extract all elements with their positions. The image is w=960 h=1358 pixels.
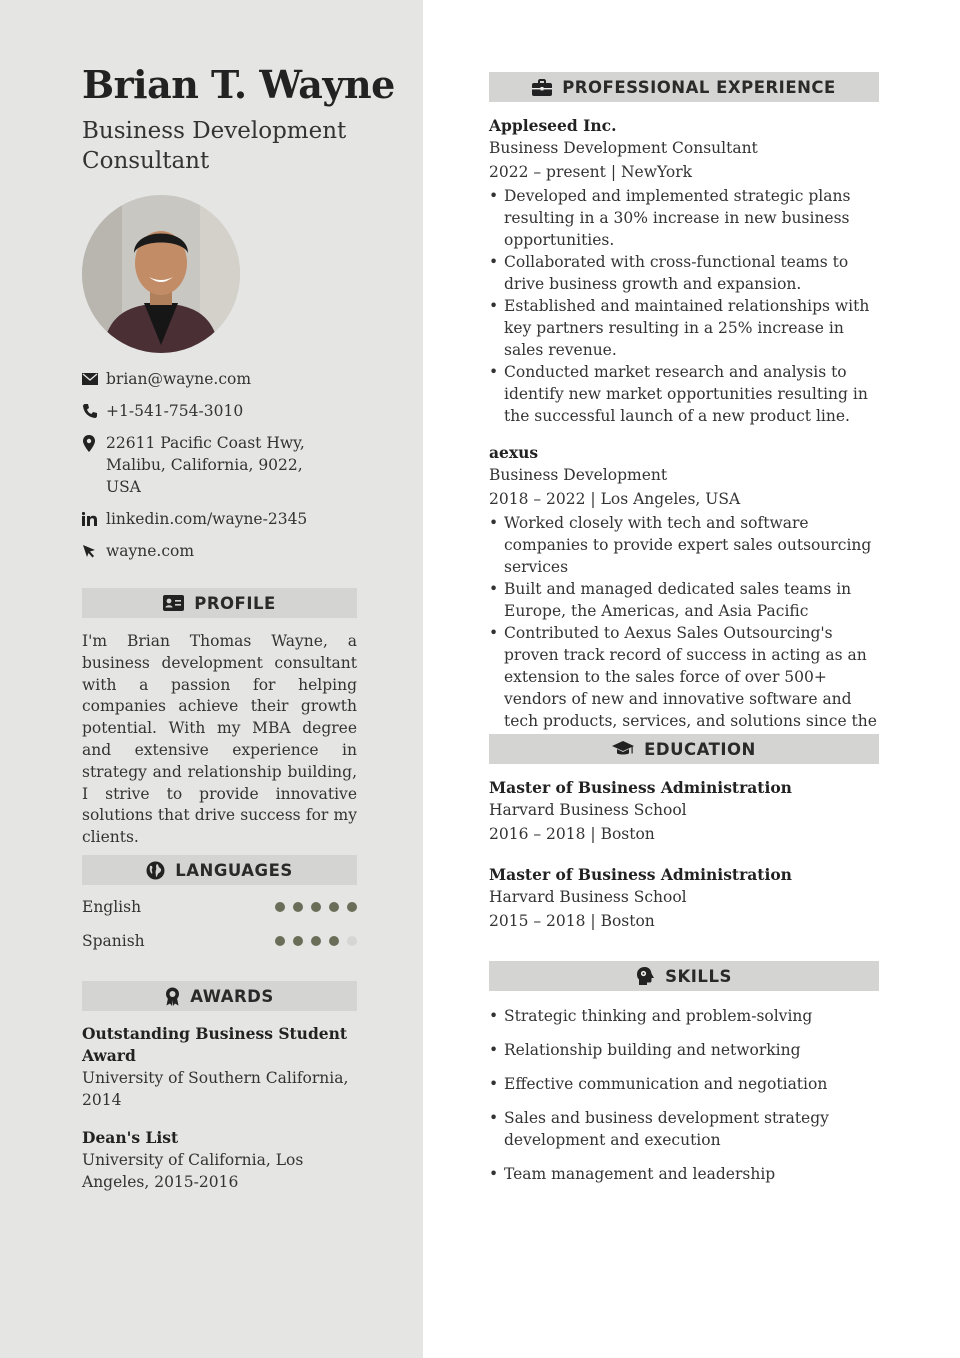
award-item xyxy=(82,1127,357,1193)
level-dot-filled xyxy=(329,902,339,912)
portrait-image xyxy=(82,195,240,353)
education-degree: Master of Business Administration xyxy=(489,778,792,797)
website-text: wayne.com xyxy=(106,542,195,560)
award-item xyxy=(82,1023,357,1111)
job-bullet: • Built and managed dedicated sales teams in Europe, the Americas, and Asia Pacific xyxy=(489,578,879,622)
id-card-icon xyxy=(163,595,184,611)
job-company: Appleseed Inc. xyxy=(489,116,617,135)
language-name: Spanish xyxy=(82,932,145,950)
job-meta: 2018 – 2022 | Los Angeles, USA xyxy=(489,490,741,508)
candidate-title: Business Development Consultant xyxy=(82,118,347,174)
skill-item: • Relationship building and networking xyxy=(489,1039,879,1061)
skill-item: • Strategic thinking and problem-solving xyxy=(489,1005,879,1027)
location-pin-icon xyxy=(82,432,106,454)
language-level-rating xyxy=(275,902,357,912)
globe-icon xyxy=(146,861,165,880)
address-text: 22611 Pacific Coast Hwy, Malibu, California, 9022, USA xyxy=(106,434,305,496)
level-dot-filled xyxy=(311,902,321,912)
skill-item: • Sales and business development strategy development and execution xyxy=(489,1107,879,1151)
level-dot-filled xyxy=(293,902,303,912)
candidate-name: Brian T. Wayne xyxy=(82,62,395,107)
language-name: English xyxy=(82,898,142,916)
job-bullets xyxy=(489,185,879,427)
award-title: Dean's List xyxy=(82,1128,179,1147)
contact-website[interactable] xyxy=(82,540,382,562)
level-dot-filled xyxy=(275,902,285,912)
education-heading xyxy=(489,734,879,764)
level-dot-empty xyxy=(347,936,357,946)
job-bullet: • Collaborated with cross-functional teams to drive business growth and expansion. xyxy=(489,251,879,295)
award-detail: University of Southern California, 2014 xyxy=(82,1069,349,1109)
level-dot-filled xyxy=(275,936,285,946)
education-heading-text: EDUCATION xyxy=(644,739,756,759)
profile-summary: I'm Brian Thomas Wayne, a business development consultant with a passion for helping companies achieve their growth potential. With my MBA degree and extensive experience in strategy and relationship building, I strive to provide innovative solutions that drive success for my clients. xyxy=(82,632,357,847)
award-detail: University of California, Los Angeles, 2015-2016 xyxy=(82,1151,304,1191)
profile-heading xyxy=(82,588,357,618)
languages-heading xyxy=(82,855,357,885)
job-bullet: • Conducted market research and analysis to identify new market opportunities resulting in the successful launch of a new product line. xyxy=(489,361,879,427)
contact-phone[interactable] xyxy=(82,400,382,422)
graduation-cap-icon xyxy=(612,741,634,757)
contact-list xyxy=(82,368,382,572)
email-text: brian@wayne.com xyxy=(106,370,252,388)
experience-heading xyxy=(489,72,879,102)
job-company: aexus xyxy=(489,443,539,462)
education-meta: 2016 – 2018 | Boston xyxy=(489,825,655,843)
skills-list xyxy=(489,1005,879,1197)
profile-photo xyxy=(82,195,240,353)
job-role: Business Development xyxy=(489,466,668,484)
education-school: Harvard Business School xyxy=(489,888,687,906)
skills-heading-text: SKILLS xyxy=(665,966,732,986)
skills-heading xyxy=(489,961,879,991)
linkedin-text: linkedin.com/wayne-2345 xyxy=(106,510,308,528)
award-ribbon-icon xyxy=(165,987,180,1006)
awards-heading xyxy=(82,981,357,1011)
profile-heading-text: PROFILE xyxy=(194,593,276,613)
job-meta: 2022 – present | NewYork xyxy=(489,163,692,181)
brain-head-icon xyxy=(636,967,655,985)
phone-text: +1-541-754-3010 xyxy=(106,402,244,420)
award-title: Outstanding Business Student Award xyxy=(82,1024,348,1065)
contact-email[interactable] xyxy=(82,368,382,390)
job-role: Business Development Consultant xyxy=(489,139,758,157)
level-dot-filled xyxy=(293,936,303,946)
level-dot-filled xyxy=(329,936,339,946)
job-bullet: • Developed and implemented strategic plans resulting in a 30% increase in new business opportunities. xyxy=(489,185,879,251)
language-level-rating xyxy=(275,936,357,946)
language-row xyxy=(82,932,357,950)
awards-heading-text: AWARDS xyxy=(190,986,274,1006)
job-bullet: • Worked closely with tech and software companies to provide expert sales outsourcing services xyxy=(489,512,879,578)
level-dot-filled xyxy=(311,936,321,946)
education-degree: Master of Business Administration xyxy=(489,865,792,884)
envelope-icon xyxy=(82,368,106,390)
contact-address xyxy=(82,432,382,498)
linkedin-icon xyxy=(82,508,106,530)
education-item xyxy=(489,864,879,932)
cursor-pointer-icon xyxy=(82,540,106,562)
contact-linkedin[interactable] xyxy=(82,508,382,530)
job-bullet: • Established and maintained relationships with key partners resulting in a 25% increase in sales revenue. xyxy=(489,295,879,361)
level-dot-filled xyxy=(347,902,357,912)
education-item xyxy=(489,777,879,845)
skill-item: • Team management and leadership xyxy=(489,1163,879,1185)
skill-item: • Effective communication and negotiation xyxy=(489,1073,879,1095)
job-bullets xyxy=(489,512,879,754)
job-entry xyxy=(489,442,879,754)
phone-icon xyxy=(82,400,106,422)
job-entry xyxy=(489,115,879,427)
languages-heading-text: LANGUAGES xyxy=(175,860,293,880)
language-row xyxy=(82,898,357,916)
briefcase-icon xyxy=(532,79,552,96)
job-bullet: • Contributed to Aexus Sales Outsourcing's proven track record of success in acting as an extension to the sales force of over 500+ vendors of new and innovative software and tech products, services, and solutions since the xyxy=(489,622,879,754)
experience-heading-text: PROFESSIONAL EXPERIENCE xyxy=(562,77,836,97)
education-meta: 2015 – 2018 | Boston xyxy=(489,912,655,930)
education-school: Harvard Business School xyxy=(489,801,687,819)
